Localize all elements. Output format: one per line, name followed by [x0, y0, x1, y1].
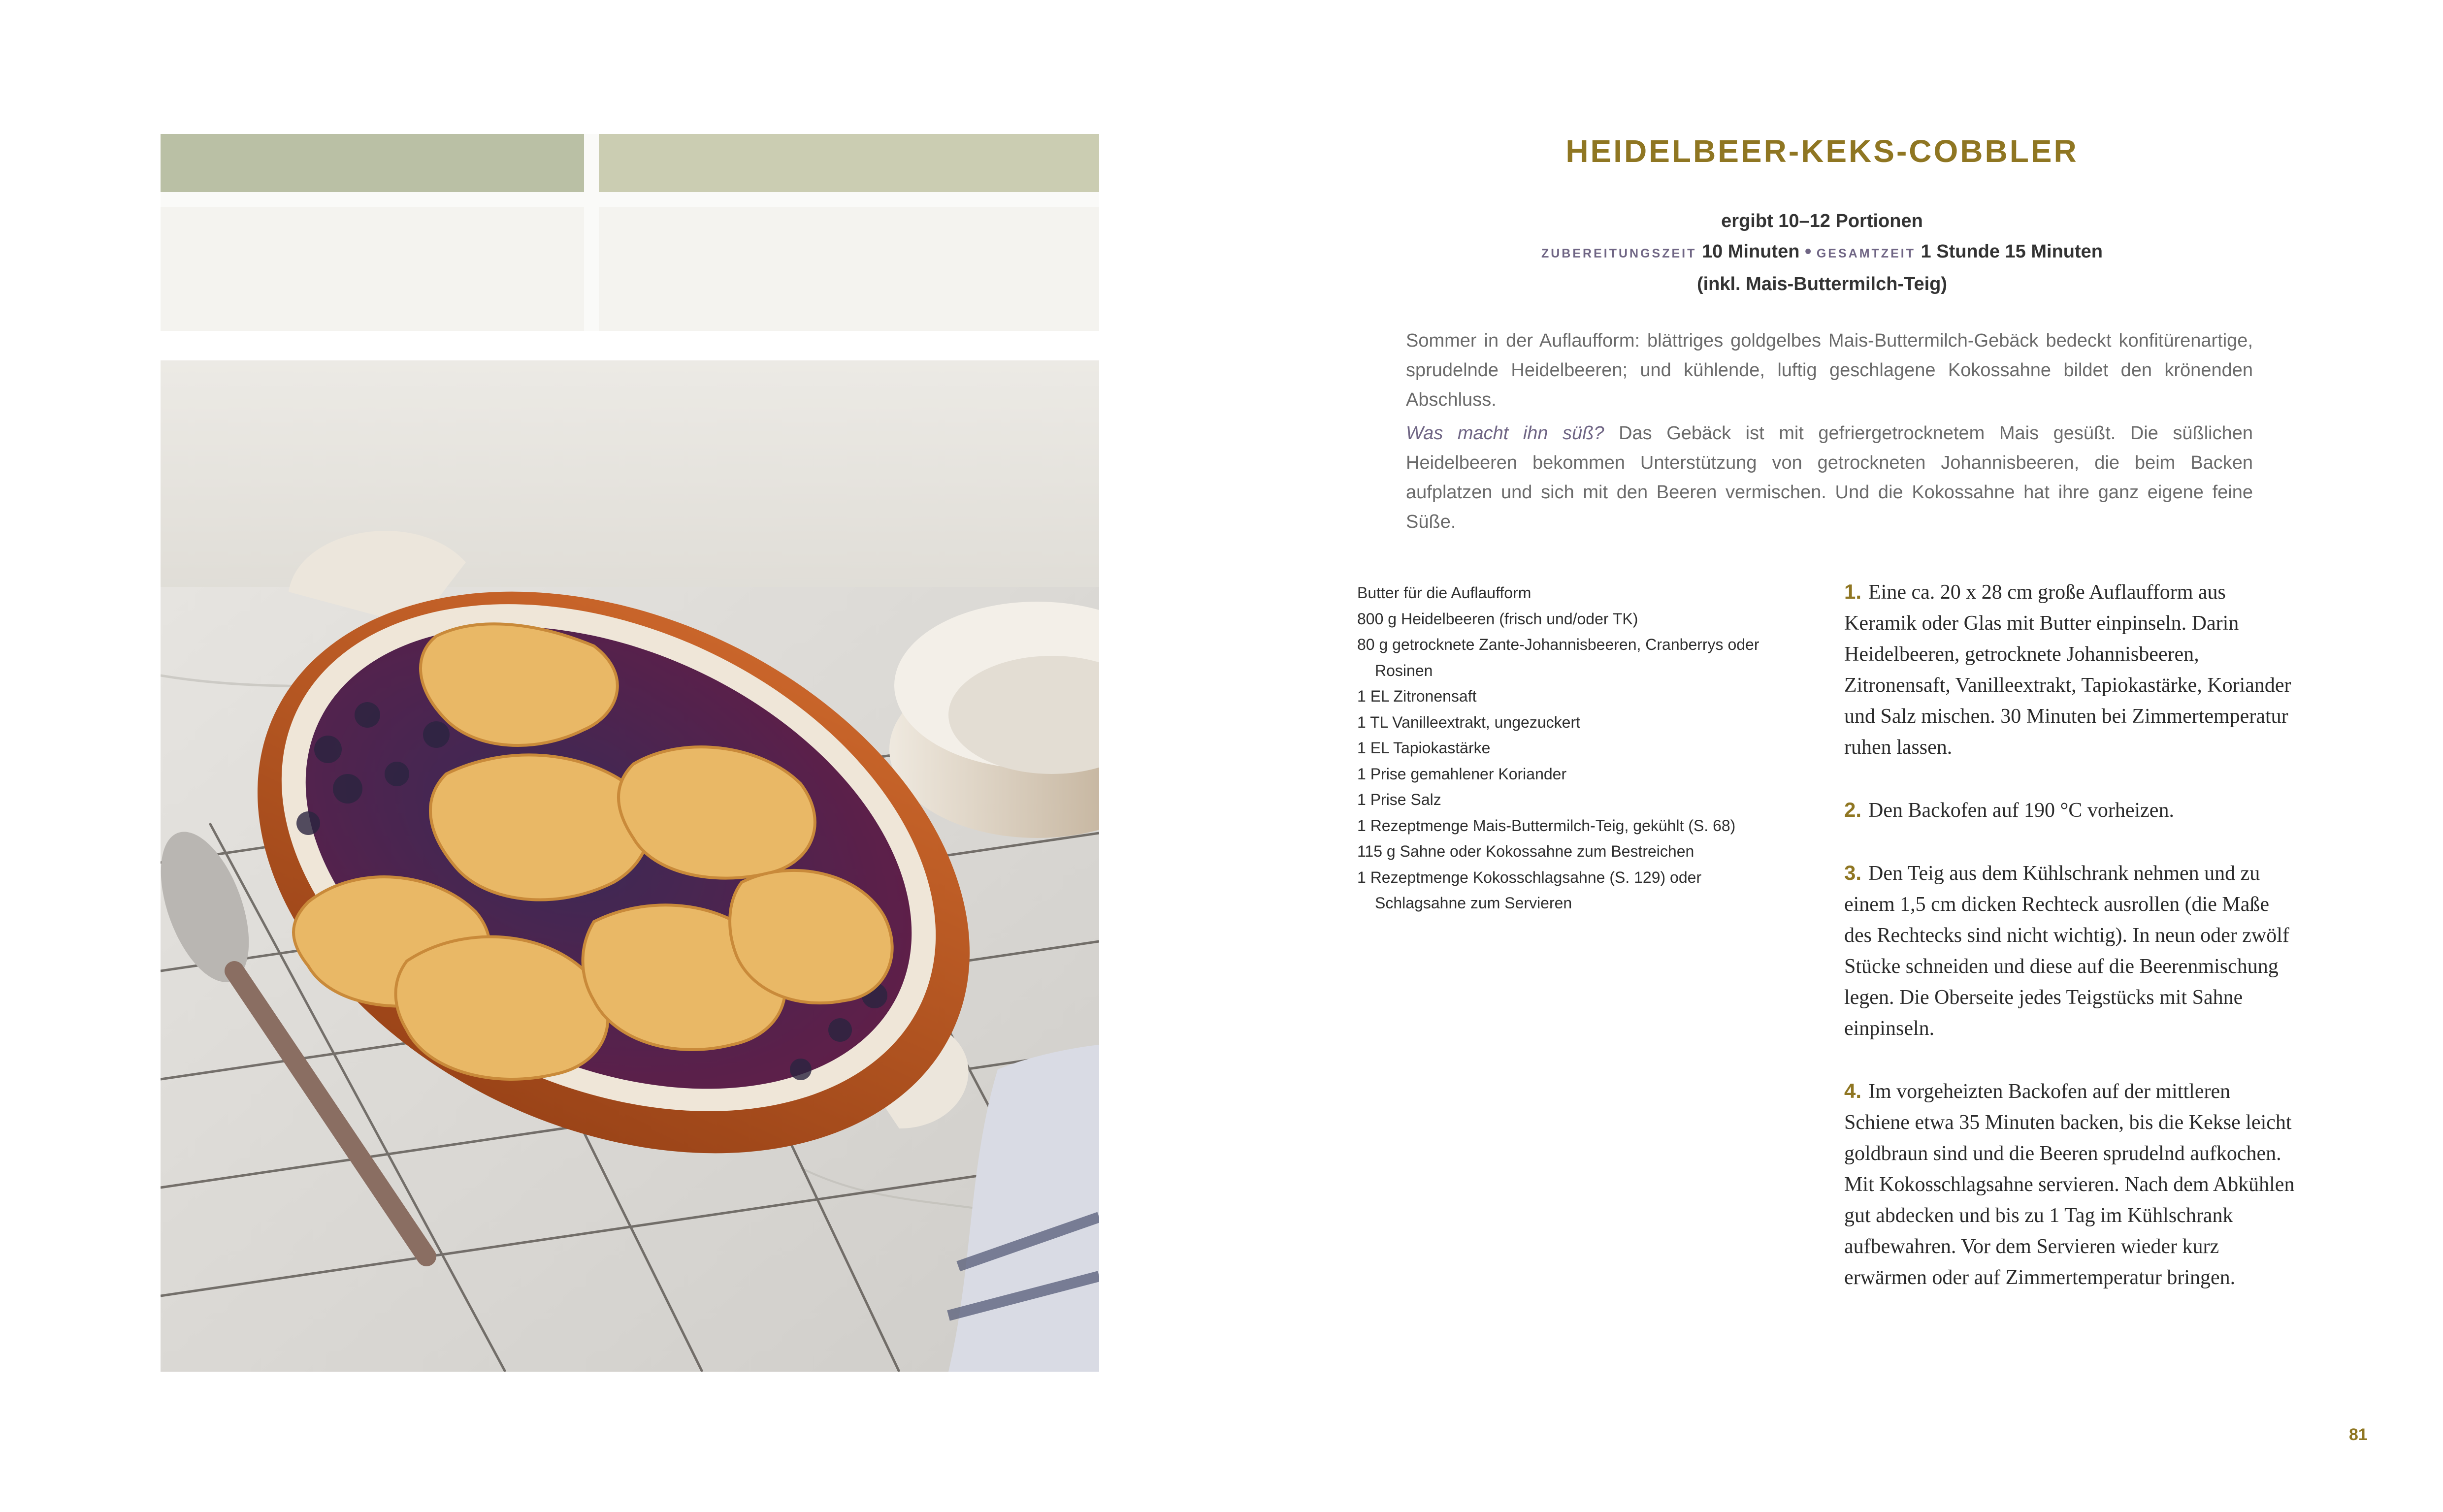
step-number: 4. [1844, 1079, 1862, 1102]
ingredient-item: 1 EL Zitronensaft [1357, 687, 1477, 705]
step-number: 2. [1844, 798, 1862, 821]
recipe-photo [161, 134, 1099, 1372]
ingredient-item: 1 EL Tapiokastärke [1357, 739, 1491, 757]
ingredient-list [1357, 580, 1776, 916]
step-item [1844, 857, 2297, 1044]
ingredient-item: 800 g Heidelbeeren (frisch und/oder TK) [1357, 610, 1638, 628]
ingredient-item: 1 TL Vanilleextrakt, ungezuckert [1357, 713, 1580, 731]
step-text: Den Backofen auf 190 °C vorheizen. [1868, 799, 2174, 822]
yield: ergibt 10–12 Portionen [1721, 211, 1923, 231]
total-time-label: GESAMTZEIT [1816, 247, 1916, 260]
ingredient-item: 80 g getrocknete Zante-Johannisbeeren, Cranberrys oder Rosinen [1357, 636, 1759, 679]
page-number: 81 [2349, 1425, 2368, 1444]
time-note: (inkl. Mais-Buttermilch-Teig) [1696, 274, 1948, 294]
ingredient-item: 115 g Sahne oder Kokossahne zum Bestreichen [1357, 842, 1694, 860]
step-number: 1. [1844, 580, 1862, 603]
cobbler-photo-illustration [161, 134, 1099, 1372]
step-text: Den Teig aus dem Kühlschrank nehmen und zu einem 1,5 cm dicken Rechteck ausrollen (die Maße des Rechtecks sind nicht wichtig). In neun oder zwölf Stücke schneiden und diese auf die Beerenmischung legen. Die Oberseite jedes Teigstücks mit Sahne einpinseln. [1844, 862, 2289, 1040]
step-text: Im vorgeheizten Backofen auf der mittleren Schiene etwa 35 Minuten backen, bis die Kekse leicht goldbraun sind und die Beeren sprudelnd aufkochen. Mit Kokosschlagsahne servieren. Nach dem Abkühlen gut abdecken und bis zu 1 Tag im Kühlschrank aufbewahren. Vor dem Servieren wieder kurz erwärmen oder auf Zimmertemperatur bringen. [1844, 1080, 2295, 1289]
ingredient-item: 1 Rezeptmenge Kokosschlagsahne (S. 129) oder Schlagsahne zum Servieren [1357, 868, 1702, 912]
ingredient-item: 1 Prise Salz [1357, 791, 1441, 808]
prep-time-value: 10 Minuten [1701, 241, 1800, 262]
recipe-intro [1406, 326, 2253, 541]
step-list [1844, 576, 2297, 1324]
sweetness-answer: Das Gebäck ist mit gefriergetrocknetem Mais gesüßt. Die süßlichen Heidelbeeren bekommen Unterstützung von getrockneten Johannisbeeren, die beim Backen aufplatzen und sich mit den Beeren vermischen. Und die Kokossahne hat ihre ganz eigene feine Süße. [1406, 423, 2253, 532]
prep-time-label: ZUBEREITUNGSZEIT [1541, 247, 1697, 260]
ingredient-item: 1 Rezeptmenge Mais-Buttermilch-Teig, gekühlt (S. 68) [1357, 816, 1736, 835]
ingredient-item: Butter für die Auflaufform [1357, 584, 1531, 602]
total-time-value: 1 Stunde 15 Minuten [1921, 241, 2103, 262]
step-number: 3. [1844, 861, 1862, 884]
sweetness-paragraph [1406, 418, 2253, 537]
step-item [1844, 576, 2297, 763]
recipe-title: HEIDELBEER-KEKS-COBBLER [1565, 133, 2079, 169]
ingredient-item: 1 Prise gemahlener Koriander [1357, 765, 1567, 783]
sweetness-question: Was macht ihn süß? [1406, 423, 1604, 444]
recipe-meta [1280, 206, 2364, 299]
separator-dot: • [1804, 241, 1812, 262]
step-item [1844, 1075, 2297, 1293]
times-line [1280, 236, 2364, 269]
step-item [1844, 794, 2297, 826]
step-text: Eine ca. 20 x 28 cm große Auflaufform aus Keramik oder Glas mit Butter einpinseln. Darin Heidelbeeren, getrocknete Johannisbeeren, Zitronensaft, Vanilleextrakt, Tapiokastärke, Koriander und Salz mischen. 30 Minuten bei Zimmertemperatur ruhen lassen. [1844, 581, 2291, 759]
intro-paragraph: Sommer in der Auflaufform: blättriges goldgelbes Mais-Buttermilch-Gebäck bedeckt konfitürenartige, sprudelnde Heidelbeeren; und kühlende, luftig geschlagene Kokossahne bildet den krönenden Abschluss. [1406, 330, 2253, 410]
